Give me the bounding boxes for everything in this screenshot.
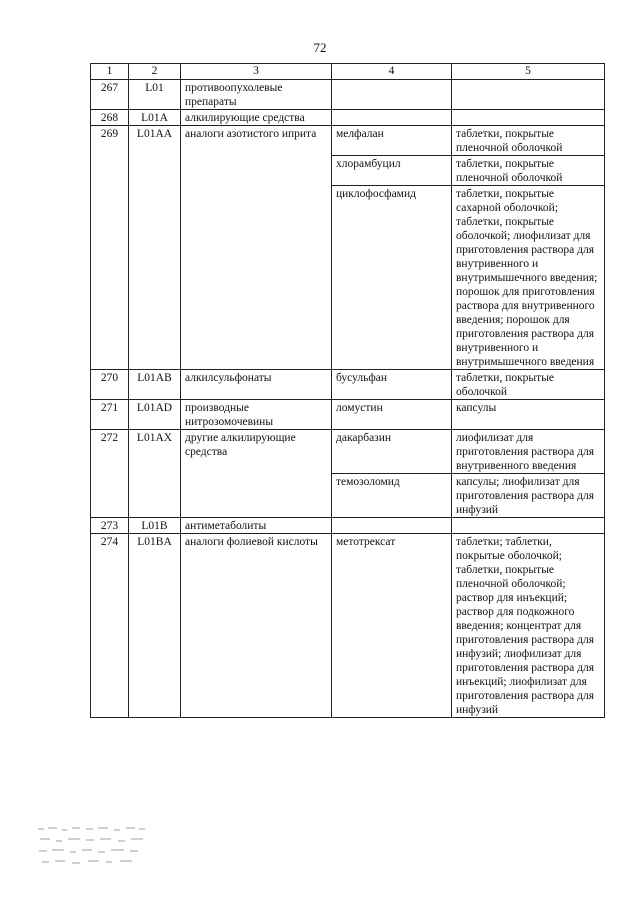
dosage-form: таблетки, покрытые пленочной оболочкой	[452, 126, 605, 156]
drug-name: темозоломид	[332, 474, 452, 518]
table-row	[91, 126, 605, 156]
dosage-form: таблетки, покрытые пленочной оболочкой	[452, 156, 605, 186]
dosage-form: таблетки; таблетки, покрытые оболочкой; таблетки, покрытые пленочной оболочкой; раствор для инъекций; раствор для подкожного введения; концентрат для приготовления раствора для инфузий; лиофилизат для приготовления раствора для инъекций; лиофилизат для приготовления раствора для инфузий	[452, 534, 605, 718]
row-number: 267	[91, 80, 129, 110]
row-number: 270	[91, 370, 129, 400]
atc-code: L01AA	[129, 126, 181, 370]
atc-group: другие алкилирующие средства	[181, 430, 332, 518]
atc-code: L01AX	[129, 430, 181, 518]
atc-code: L01AB	[129, 370, 181, 400]
drug-name: хлорамбуцил	[332, 156, 452, 186]
atc-group: производные нитрозомочевины	[181, 400, 332, 430]
table-row	[91, 534, 605, 718]
drug-name	[332, 518, 452, 534]
atc-group: алкилсульфонаты	[181, 370, 332, 400]
drug-name: циклофосфамид	[332, 186, 452, 370]
atc-code: L01	[129, 80, 181, 110]
column-header: 2	[129, 64, 181, 80]
atc-group: антиметаболиты	[181, 518, 332, 534]
table-row	[91, 400, 605, 430]
drug-name: бусульфан	[332, 370, 452, 400]
atc-group: аналоги фолиевой кислоты	[181, 534, 332, 718]
table-row	[91, 518, 605, 534]
atc-group: аналоги азотистого иприта	[181, 126, 332, 370]
drug-name: метотрексат	[332, 534, 452, 718]
page-number: 72	[313, 40, 327, 55]
dosage-form	[452, 110, 605, 126]
dosage-form: таблетки, покрытые оболочкой	[452, 370, 605, 400]
drug-name	[332, 80, 452, 110]
header-row	[91, 64, 605, 80]
dosage-form	[452, 518, 605, 534]
drug-name: ломустин	[332, 400, 452, 430]
row-number: 269	[91, 126, 129, 370]
table-row	[91, 430, 605, 474]
atc-code: L01BA	[129, 534, 181, 718]
dosage-form: капсулы	[452, 400, 605, 430]
drug-name: дакарбазин	[332, 430, 452, 474]
column-header: 5	[452, 64, 605, 80]
drug-name: мелфалан	[332, 126, 452, 156]
scan-stamp-mark	[36, 824, 148, 868]
dosage-form: таблетки, покрытые сахарной оболочкой; таблетки, покрытые оболочкой; лиофилизат для приготовления раствора для внутривенного и внутримышечного введения; порошок для приготовления раствора для внутривенного введения; порошок для приготовления раствора для внутривенного и внутримышечного введения	[452, 186, 605, 370]
table-row	[91, 370, 605, 400]
column-header: 4	[332, 64, 452, 80]
atc-code: L01A	[129, 110, 181, 126]
dosage-form	[452, 80, 605, 110]
atc-group: противоопухолевые препараты	[181, 80, 332, 110]
table-row	[91, 110, 605, 126]
dosage-form: капсулы; лиофилизат для приготовления раствора для инфузий	[452, 474, 605, 518]
atc-code: L01AD	[129, 400, 181, 430]
atc-group: алкилирующие средства	[181, 110, 332, 126]
dosage-form: лиофилизат для приготовления раствора для внутривенного введения	[452, 430, 605, 474]
row-number: 272	[91, 430, 129, 518]
row-number: 268	[91, 110, 129, 126]
atc-code: L01B	[129, 518, 181, 534]
column-header: 1	[91, 64, 129, 80]
table-row	[91, 80, 605, 110]
row-number: 273	[91, 518, 129, 534]
drug-name	[332, 110, 452, 126]
row-number: 274	[91, 534, 129, 718]
drug-table	[90, 63, 605, 718]
column-header: 3	[181, 64, 332, 80]
row-number: 271	[91, 400, 129, 430]
